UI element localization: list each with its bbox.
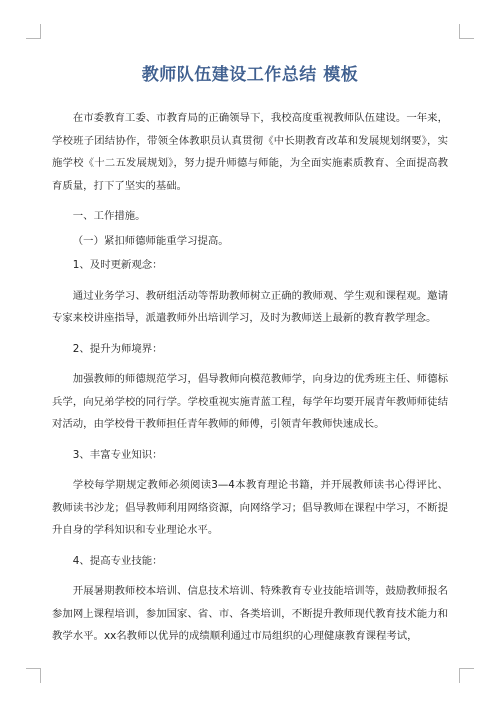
document-title: 教师队伍建设工作总结 模板 [141, 65, 359, 85]
heading-work-measures: 一、工作措施。 [72, 210, 146, 222]
paragraph-intro: 在市委教育工委、市教育局的正确领导下，我校高度重视教师队伍建设。一年来，学校班子团结协作，带领全体教职员认真贯彻《中长期教育改革和发展规划纲要》，实施学校《十二五发展规划》，努力提升师德与师能，为全面实施素质教育、全面提高教育质量，打下了坚实的基础。 [52, 112, 448, 192]
crop-mark-bottom-right [459, 668, 474, 683]
heading-teacher-realm: 2、提升为师境界： [72, 342, 163, 355]
paragraph-teacher-realm: 加强教师的师德规范学习，倡导教师向模范教师学，向身边的优秀班主任、师德标兵学，向兄弟学校的同行学。学校重视实施青蓝工程，每学年均要开展青年教师师徒结对活动，由学校骨干教师担任青年教师的师傅，引领青年教师快速成长。 [52, 373, 448, 430]
paragraph-professional-skills: 开展暑期教师校本培训、信息技术培训、特殊教育专业技能培训等，鼓励教师报名参加网上课程培训，参加国家、省、市、各类培训，不断提升教师现代教育技术能力和教学水平。xx名教师以优异的成绩顺利通过市局组织的心理健康教育课程考试， [52, 585, 448, 642]
crop-mark-top-left [26, 24, 41, 39]
heading-professional-skills: 4、提高专业技能： [72, 554, 163, 567]
paragraph-professional-knowledge: 学校每学期规定教师必须阅读3—4本教育理论书籍，并开展教师读书心得评比、教师读书沙龙；倡导教师利用网络资源，向网络学习；倡导教师在课程中学习，不断提升自身的学科知识和专业理论水平。 [52, 479, 448, 536]
heading-professional-knowledge: 3、丰富专业知识： [72, 448, 163, 461]
crop-mark-top-right [459, 24, 474, 39]
crop-mark-bottom-left [26, 668, 41, 683]
heading-study-improvement: （一）紧扣师德师能重学习提高。 [72, 234, 229, 247]
paragraph-update-concepts: 通过业务学习、教研组活动等帮助教师树立正确的教师观、学生观和课程观。邀请专家来校讲座指导，派遣教师外出培训学习，及时为教师送上最新的教育教学理念。 [52, 289, 448, 324]
heading-update-concepts: 1、及时更新观念： [72, 259, 163, 271]
document-page [52, 60, 448, 648]
